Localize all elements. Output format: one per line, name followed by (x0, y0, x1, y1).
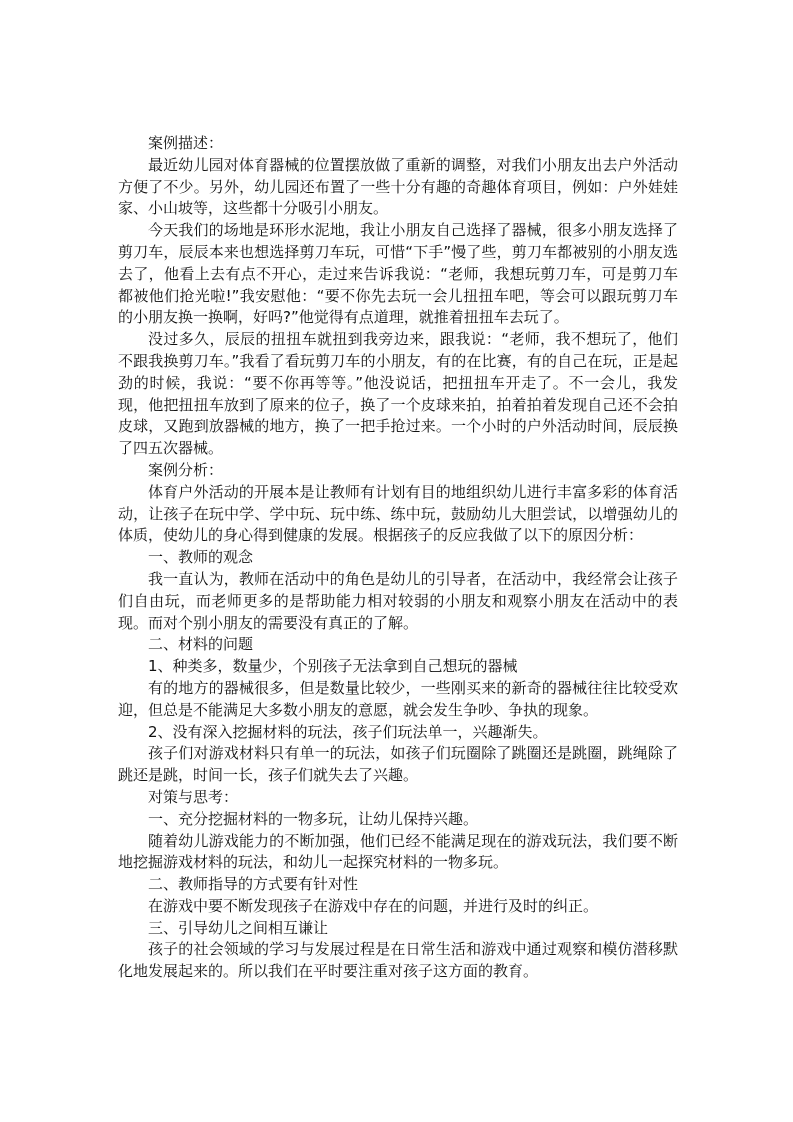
paragraph: 有的地方的器械很多，但是数量比较少，一些刚买来的新奇的器械往往比较受欢迎，但总是不能满足大多数小朋友的意愿，就会发生争吵、争执的现象。 (118, 678, 678, 719)
heading-case-analysis: 案例分析： (148, 460, 224, 479)
paragraph: 随着幼儿游戏能力的不断加强，他们已经不能满足现在的游戏玩法，我们要不断地挖掘游戏材料的玩法，和幼儿一起探究材料的一物多玩。 (118, 831, 678, 872)
paragraph: 没过多久，辰辰的扭扭车就扭到我旁边来，跟我说：“老师，我不想玩了，他们不跟我换剪刀车。”我看了看玩剪刀车的小朋友，有的在比赛，有的自己在玩，正是起劲的时候，我说：“要不你再等等。”他没说话，把扭扭车开走了。不一会儿，我发现，他把扭扭车放到了原来的位子，换了一个皮球来拍，拍着拍着发现自己还不会拍皮球，又跑到放器械的地方，换了一把手抢过来。一个小时的户外活动时间，辰辰换了四五次器械。 (118, 330, 678, 458)
paragraph: 今天我们的场地是环形水泥地，我让小朋友自己选择了器械，很多小朋友选择了剪刀车，辰辰本来也想选择剪刀车玩，可惜“下手”慢了些，剪刀车都被别的小朋友选去了，他看上去有点不开心，走过来告诉我说：“老师，我想玩剪刀车，可是剪刀车都被他们抢光啦!”我安慰他：“要不你先去玩一会儿扭扭车吧，等会可以跟玩剪刀车的小朋友换一换啊，好吗?”他觉得有点道理，就推着扭扭车去玩了。 (118, 221, 678, 327)
document-body (118, 133, 678, 983)
subheading: 1、种类多，数量少，个别孩子无法拿到自己想玩的器械 (148, 657, 518, 676)
paragraph: 孩子们对游戏材料只有单一的玩法，如孩子们玩圈除了跳圈还是跳圈，跳绳除了跳还是跳，时间一长，孩子们就失去了兴趣。 (118, 744, 678, 785)
subheading: 二、材料的问题 (148, 635, 254, 654)
subheading: 2、没有深入挖掘材料的玩法，孩子们玩法单一，兴趣渐失。 (148, 722, 548, 741)
paragraph: 最近幼儿园对体育器械的位置摆放做了重新的调整，对我们小朋友出去户外活动方便了不少。另外，幼儿园还布置了一些十分有趣的奇趣体育项目，例如：户外娃娃家、小山坡等，这些都十分吸引小朋友。 (118, 155, 678, 218)
paragraph: 我一直认为，教师在活动中的角色是幼儿的引导者，在活动中，我经常会让孩子们自由玩，而老师更多的是帮助能力相对较弱的小朋友和观察小朋友在活动中的表现。而对个别小朋友的需要没有真正的了解。 (118, 569, 678, 632)
paragraph: 在游戏中要不断发现孩子在游戏中存在的问题，并进行及时的纠正。 (148, 896, 599, 915)
subheading: 一、充分挖掘材料的一物多玩，让幼儿保持兴趣。 (148, 809, 479, 828)
subheading: 三、引导幼儿之间相互谦让 (148, 918, 329, 937)
subheading: 一、教师的观念 (148, 548, 254, 567)
heading-countermeasures: 对策与思考： (148, 787, 239, 806)
paragraph: 体育户外活动的开展本是让教师有计划有目的地组织幼儿进行丰富多彩的体育活动，让孩子在玩中学、学中玩、玩中练、练中玩，鼓励幼儿大胆尝试，以增强幼儿的体质，使幼儿的身心得到健康的发展。根据孩子的反应我做了以下的原因分析： (118, 482, 678, 545)
paragraph: 孩子的社会领域的学习与发展过程是在日常生活和游戏中通过观察和模仿潜移默化地发展起来的。所以我们在平时要注重对孩子这方面的教育。 (118, 940, 678, 981)
heading-case-description: 案例描述： (148, 134, 224, 152)
subheading: 二、教师指导的方式要有针对性 (148, 875, 359, 894)
